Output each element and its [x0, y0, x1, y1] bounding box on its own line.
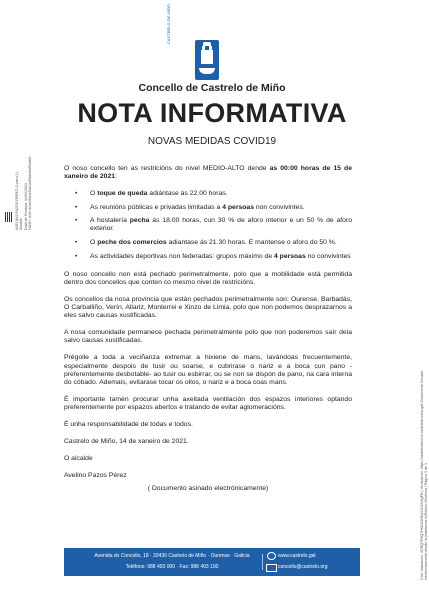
list-item: • O peche dos comercios adiantase ás 21.30 horas. E mantense o aforo do 50 %. — [64, 239, 352, 247]
barcode-icon — [5, 212, 13, 222]
paragraph-ventilation: É importante tamén procurar unha axeitada ventilación dos espazos interiores optando preferentemente por espazos abertos e tratando de evitar aglomeracións. — [64, 395, 352, 411]
footer — [64, 548, 360, 576]
footer-web-link[interactable]: www.castrelo.gal — [278, 553, 316, 559]
stamp-line-2: Alcalde — [19, 218, 24, 230]
footer-phone: Teléfono: 988 493 000 · Fax: 988 493 100 — [125, 564, 219, 570]
footer-email-link[interactable]: concello@castrelo.org — [278, 564, 328, 570]
footer-divider — [262, 554, 263, 570]
coat-of-arms-icon — [195, 40, 219, 80]
paragraph-hygiene: Prégolle a toda a veciñanza extremar a hixiene de mans, lavándoas frecuentemente, especialmente despois de tusir ou soarse, e cubrirase o nariz e a boca cun pano -preferentemente desbotable- ao tusir ou esbirrar, ou se non se dispón de pano, na cara interna do cóbado. Ademais, evitarase tocar os ollos, o nariz e a boca coas mans. — [64, 354, 352, 386]
stamp-line-1: AVELINO PAZOS PEREZ (1 para 1) — [15, 172, 19, 230]
validation-text: Cód. Validación: 3GRQ7P9Q7PKDX3HNAYCGAXQFR | Verificación: https://castrelodemino.sedelectronica.gal/ Documento firmado electrónicamente desde la plataforma esPublico Gestiona | Página 1 de 1 — [420, 370, 429, 580]
page-title: NOTA INFORMATIVA — [77, 98, 347, 128]
list-item: • O toque de queda adiántase ás 22.00 horas. — [64, 190, 352, 198]
logo-vertical-text: CASTRELO DE MIÑO — [166, 4, 171, 44]
document-body — [64, 165, 352, 502]
signer-name: Avelino Pazos Pérez — [64, 472, 127, 480]
signer-role: O alcalde — [64, 455, 93, 463]
signature-stamp — [5, 130, 33, 230]
page-subtitle: NOVAS MEDIDAS COVID19 — [147, 136, 277, 147]
paragraph-responsibility: É unha responsabilidade de todas e todos. — [64, 420, 193, 428]
measures-list — [64, 190, 352, 261]
footer-address: Avenida do Concello, 18 · 32430 Castrelo de Miño · Ourense · Galicia — [94, 553, 250, 559]
globe-icon — [267, 552, 276, 560]
paragraph-community: A nosa comunidade permanece pechada perimetralmente polo que non poderemos saír dela salvo causas xustificadas. — [64, 329, 352, 345]
validation-stamp — [410, 360, 429, 580]
list-item: • A hostalería pecha ás 18.00 horas, cun 30 % de aforo interior e un 50 % de aforo exterior. — [64, 217, 352, 233]
council-name: Concello de Castrelo de Miño — [138, 82, 286, 94]
paragraph-closed-councils: Os concellos da nosa provincia que están pechados perimetralmente son: Ourense, Barbadás, O Carballiño, Verín, Allariz, Monterrei e Xinzo de Limia, polo que non podemos desprazarnos a eles salvo causas xustificadas. — [64, 295, 352, 320]
list-item: • As actividades deportivas non federadas: grupos máximo de 4 persoas no convivintes — [64, 253, 352, 261]
document-date: Castrelo de Miño, 14 de xaneiro de 2021. — [64, 438, 189, 446]
mail-icon — [266, 564, 277, 572]
signature-note: ( Documento asinado electrónicamente) — [147, 485, 269, 493]
stamp-line-4: HASH: a4ef 6c3e36b4e5a14a56bbc6af63da0f — [28, 156, 33, 230]
stamp-line-3: Data de Sinatura: 14/01/2021 — [23, 183, 28, 230]
list-item: • As reunións públicas e privadas limitadas a 4 persoas non convivintes. — [64, 204, 352, 212]
intro-paragraph: O noso concello ten as restricións do nivel MEDIO-ALTO dende as 00:00 horas de 15 de xaneiro de 2021: — [64, 165, 352, 181]
paragraph-mobility: O noso concello non está pechado perimetralmente, polo que a mobilidade está permitida dentro dos concellos que conten co mesmo nivel de restricións. — [64, 270, 352, 286]
